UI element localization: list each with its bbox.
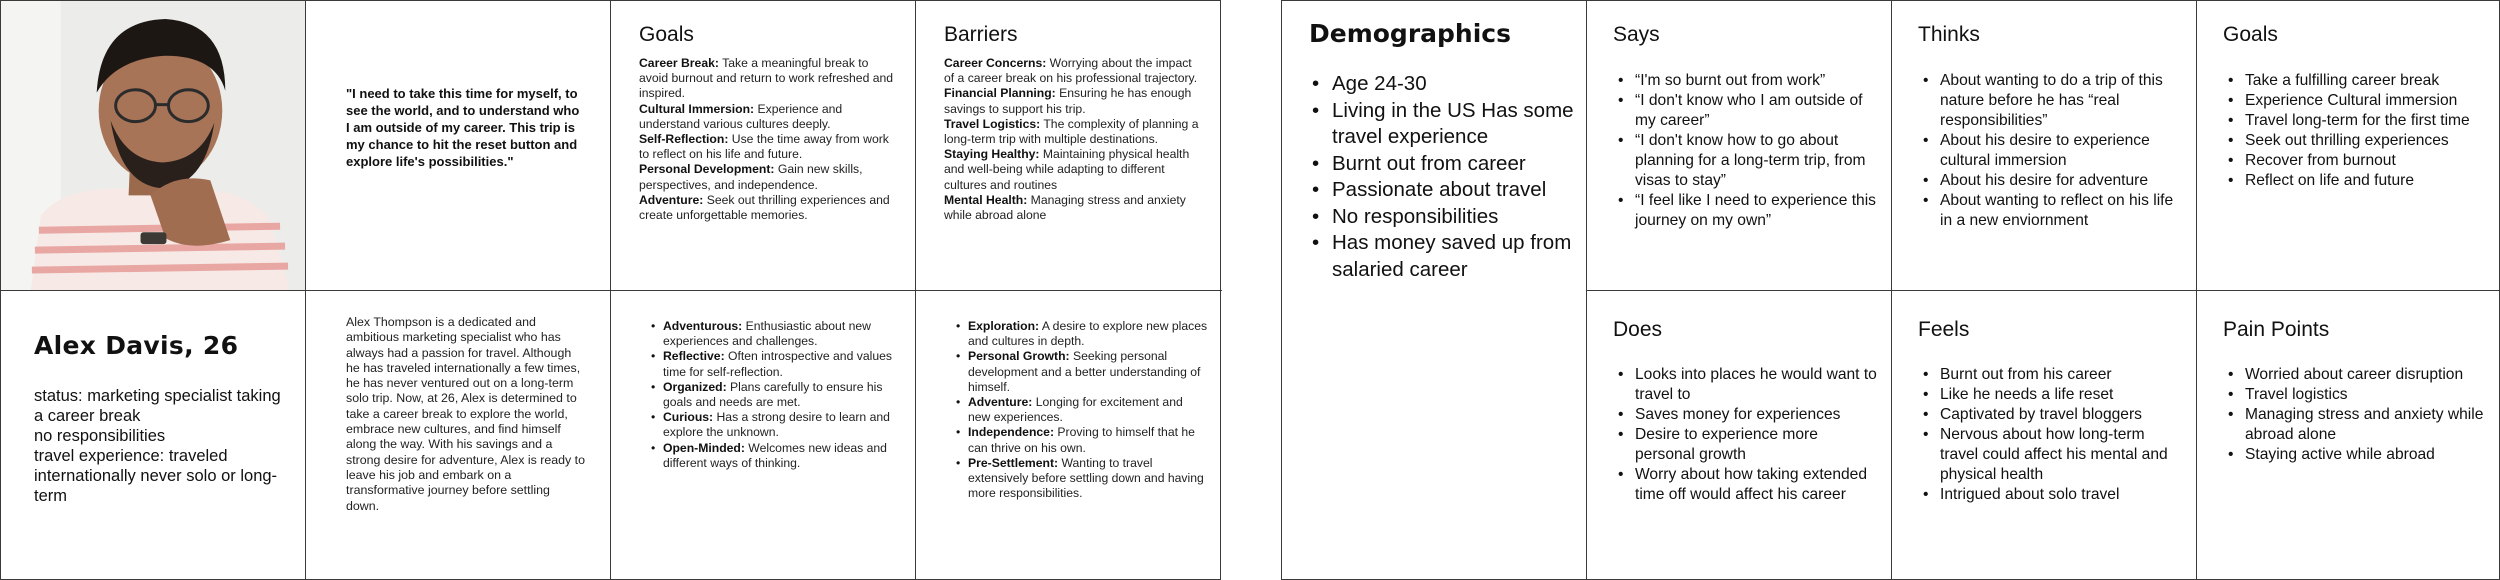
barrier-item: Travel Logistics: The complexity of planning a long-term trip with multiple destinations. — [944, 116, 1199, 147]
trait-item: • Reflective: Often introspective and values time for self-reflection. — [651, 349, 903, 379]
motivation-item: • Independence: Proving to himself that he can thrive on his own. — [956, 425, 1208, 455]
does-item: • Desire to experience more personal growth — [1613, 425, 1878, 465]
goals-list — [639, 56, 897, 223]
feels-cell — [1892, 291, 2197, 580]
says-item: • “I feel like I need to experience this journey on my own” — [1613, 191, 1878, 231]
goals-cell — [611, 1, 916, 291]
motivations-list — [956, 319, 1208, 501]
thinks-title: Thinks — [1918, 23, 1980, 46]
persona-photo — [1, 1, 305, 290]
says-item: • “I don't know who I am outside of my career” — [1613, 91, 1878, 131]
thinks-item: • About his desire to experience cultural immersion — [1918, 131, 2183, 171]
pain-points-list — [2223, 365, 2488, 465]
says-cell — [1587, 1, 1892, 291]
empathy-goal-item: • Take a fulfilling career break — [2223, 71, 2488, 91]
pain-point-item: • Worried about career disruption — [2223, 365, 2488, 385]
pain-point-item: • Managing stress and anxiety while abroad alone — [2223, 405, 2488, 445]
says-list — [1613, 71, 1878, 231]
empathy-map-board — [1281, 0, 2500, 580]
persona-meta — [34, 386, 284, 506]
goal-item: Cultural Immersion: Experience and understand various cultures deeply. — [639, 101, 843, 131]
empathy-goal-item: • Reflect on life and future — [2223, 171, 2488, 191]
says-title: Says — [1613, 23, 1660, 46]
persona-travel-experience: travel experience: traveled internationally never solo or long-term — [34, 447, 278, 505]
barrier-item: Mental Health: Managing stress and anxiety while abroad alone — [944, 192, 1186, 223]
goals-title: Goals — [639, 23, 694, 46]
pain-point-item: • Staying active while abroad — [2223, 445, 2488, 465]
traits-cell — [611, 291, 916, 580]
goal-item: Adventure: Seek out thrilling experiences and create unforgettable memories. — [639, 192, 890, 223]
pain-points-cell — [2197, 291, 2500, 580]
persona-bio: Alex Thompson is a dedicated and ambitious marketing specialist who has always had a passion for travel. Although he has traveled internationally a few times, he has never ventured out on a long-term solo trip. Now, at 26, Alex is determined to take a career break to explore the world, embrace new cultures, and find himself along the way. With his savings and a strong desire for adventure, Alex is ready to leave his job and embark on a transformative journey before settling down. — [346, 315, 585, 513]
feels-item: • Nervous about how long-term travel could affect his mental and physical health — [1918, 425, 2183, 485]
feels-list — [1918, 365, 2183, 505]
demographic-item: • Has money saved up from salaried career — [1310, 230, 1575, 283]
demographics-cell — [1282, 1, 1587, 580]
persona-quote-cell — [306, 1, 611, 291]
thinks-list — [1918, 71, 2183, 231]
empathy-goals-list — [2223, 71, 2488, 191]
says-item: • “I'm so burnt out from work” — [1613, 71, 1878, 91]
trait-item: • Adventurous: Enthusiastic about new experiences and challenges. — [651, 319, 903, 349]
persona-bio-cell — [306, 291, 611, 580]
barriers-list — [944, 56, 1202, 223]
barriers-cell — [916, 1, 1222, 291]
motivation-item: • Exploration: A desire to explore new places and cultures in depth. — [956, 319, 1208, 349]
barrier-item: Financial Planning: Ensuring he has enough savings to support his trip. — [944, 86, 1192, 116]
motivation-item: • Adventure: Longing for excitement and new experiences. — [956, 395, 1208, 425]
empathy-goals-cell — [2197, 1, 2500, 291]
does-cell — [1587, 291, 1892, 580]
does-item: • Worry about how taking extended time off would affect his career — [1613, 465, 1878, 505]
does-list — [1613, 365, 1878, 505]
pain-points-title: Pain Points — [2223, 318, 2330, 341]
thinks-item: • About his desire for adventure — [1918, 171, 2183, 191]
trait-item: • Curious: Has a strong desire to learn and explore the unknown. — [651, 410, 903, 440]
pain-point-item: • Travel logistics — [2223, 385, 2488, 405]
trait-item: • Open-Minded: Welcomes new ideas and different ways of thinking. — [651, 441, 903, 471]
empathy-goal-item: • Travel long-term for the first time — [2223, 111, 2488, 131]
goal-item: Personal Development: Gain new skills, perspectives, and independence. — [639, 162, 863, 192]
goal-item: Self-Reflection: Use the time away from work to reflect on his life and future. — [639, 132, 889, 162]
demographic-item: • Burnt out from career — [1310, 151, 1575, 178]
does-title: Does — [1613, 318, 1663, 341]
goal-item: Career Break: Take a meaningful break to avoid burnout and return to work refreshed and inspired. — [639, 56, 894, 101]
demographic-item: • No responsibilities — [1310, 204, 1575, 231]
demographics-title: Demographics — [1309, 19, 1511, 48]
feels-item: • Like he needs a life reset — [1918, 385, 2183, 405]
feels-item: • Intrigued about solo travel — [1918, 485, 2183, 505]
feels-item: • Captivated by travel bloggers — [1918, 405, 2183, 425]
persona-responsibilities: no responsibilities — [34, 427, 166, 445]
persona-quote: "I need to take this time for myself, to see the world, and to understand who I am outside of my career. This trip is my chance to hit the reset button and explore life's possibilities." — [346, 86, 580, 169]
motivation-item: • Personal Growth: Seeking personal development and a better understanding of himself. — [956, 349, 1208, 395]
persona-status: status: marketing specialist taking a career break — [34, 387, 281, 425]
empathy-goal-item: • Recover from burnout — [2223, 151, 2488, 171]
motivation-item: • Pre-Settlement: Wanting to travel extensively before settling down and having more responsibilities. — [956, 456, 1208, 502]
thinks-item: • About wanting to reflect on his life in a new enviornment — [1918, 191, 2183, 231]
persona-board — [0, 0, 1221, 580]
demographics-list — [1310, 71, 1575, 283]
motivations-cell — [916, 291, 1222, 580]
feels-title: Feels — [1918, 318, 1970, 341]
trait-item: • Organized: Plans carefully to ensure his goals and needs are met. — [651, 380, 903, 410]
empathy-goal-item: • Seek out thrilling experiences — [2223, 131, 2488, 151]
barrier-item: Staying Healthy: Maintaining physical health and well-being while adapting to different cultures and routines — [944, 147, 1190, 192]
does-item: • Saves money for experiences — [1613, 405, 1878, 425]
says-item: • “I don't know how to go about planning for a long-term trip, from visas to stay” — [1613, 131, 1878, 191]
feels-item: • Burnt out from his career — [1918, 365, 2183, 385]
empathy-goals-title: Goals — [2223, 23, 2278, 46]
barriers-title: Barriers — [944, 23, 1018, 46]
demographic-item: • Living in the US Has some travel experience — [1310, 98, 1575, 151]
barrier-item: Career Concerns: Worrying about the impact of a career break on his professional trajectory. — [944, 56, 1198, 86]
persona-name: Alex Davis, 26 — [34, 331, 239, 360]
demographic-item: • Age 24-30 — [1310, 71, 1575, 98]
empathy-goal-item: • Experience Cultural immersion — [2223, 91, 2488, 111]
thinks-item: • About wanting to do a trip of this nature before he has “real responsibilities” — [1918, 71, 2183, 131]
persona-info-cell — [1, 291, 306, 580]
does-item: • Looks into places he would want to travel to — [1613, 365, 1878, 405]
traits-list — [651, 319, 903, 471]
person-photo-illustration — [1, 1, 305, 290]
thinks-cell — [1892, 1, 2197, 291]
demographic-item: • Passionate about travel — [1310, 177, 1575, 204]
persona-photo-cell — [1, 1, 306, 291]
